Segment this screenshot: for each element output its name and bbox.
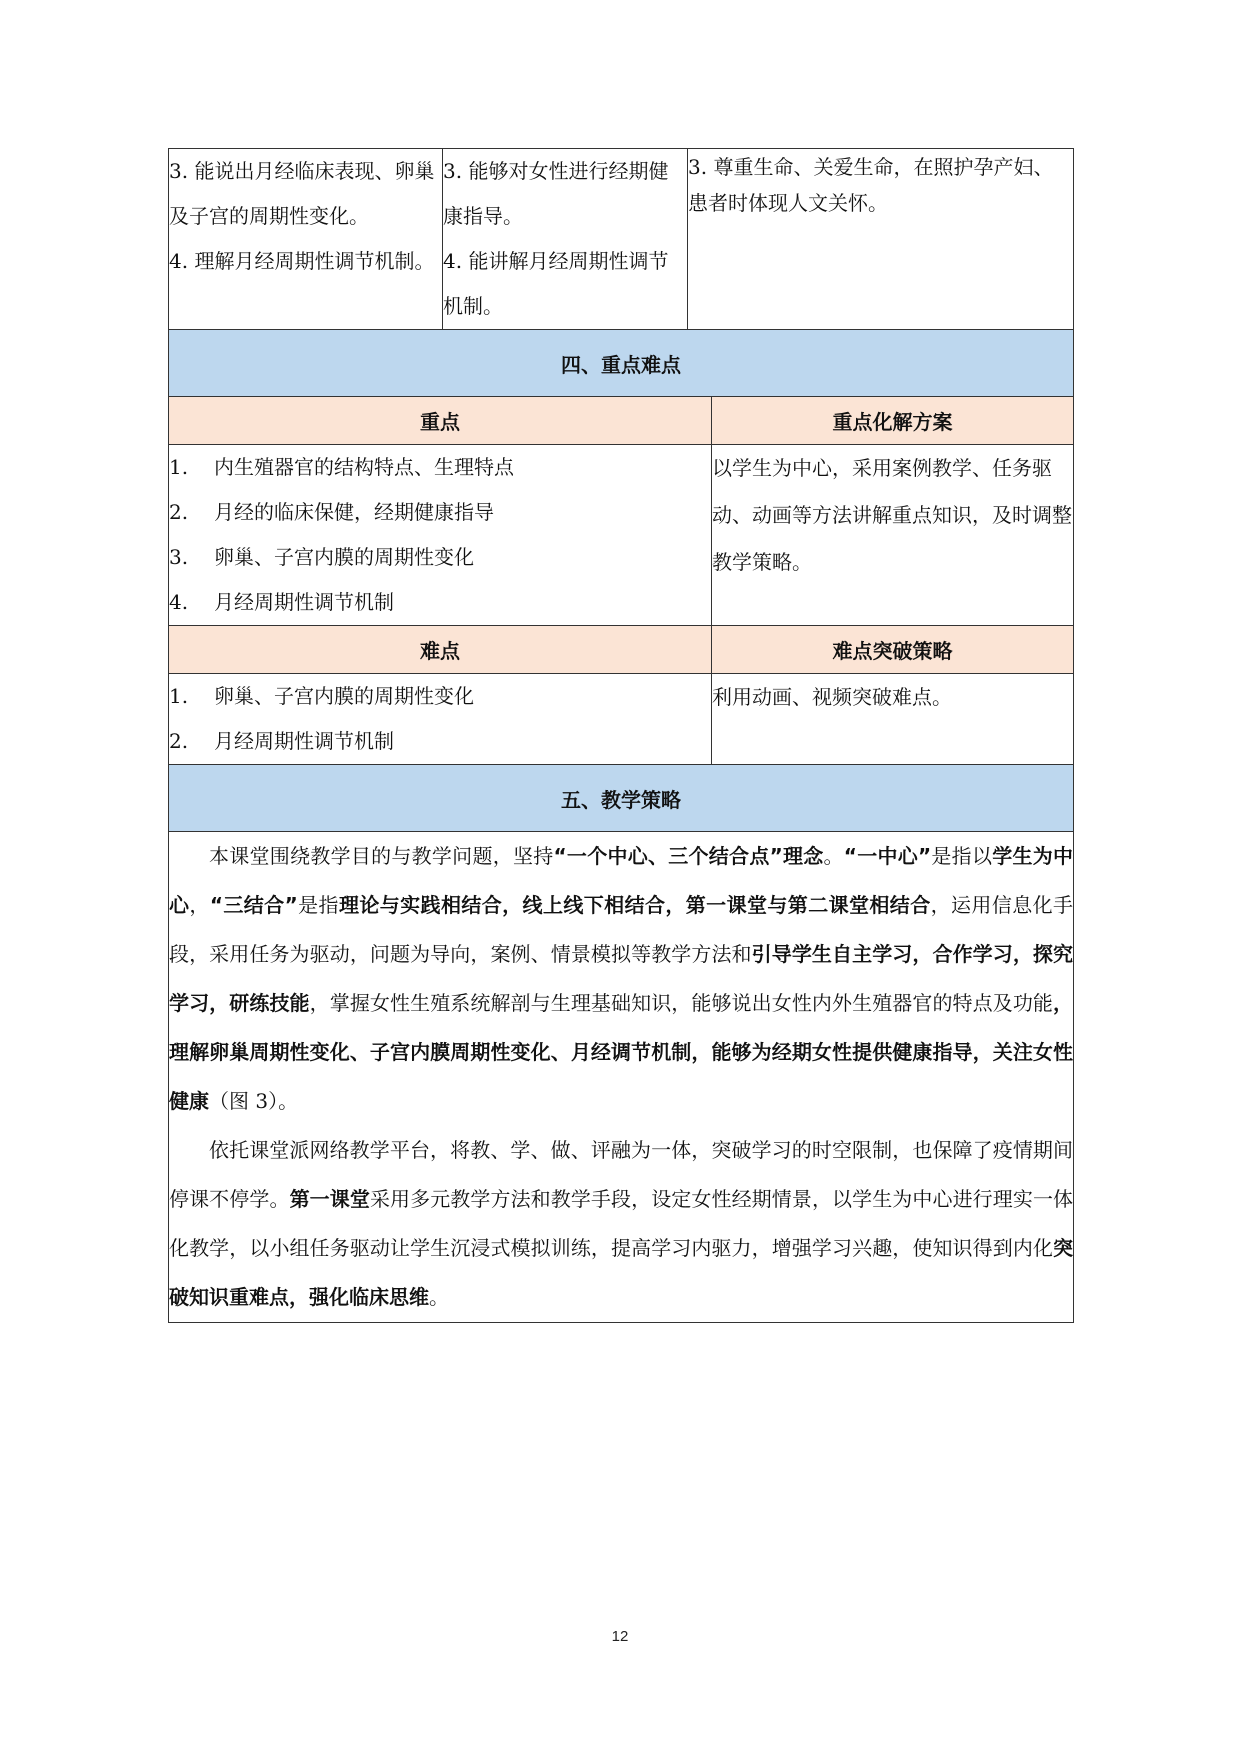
list-item: 2. 月经周期性调节机制 [169, 729, 394, 753]
difficult-solution-text: 利用动画、视频突破难点。 [712, 674, 1074, 765]
ability-objectives-cell [443, 149, 688, 330]
page-number: 12 [611, 1628, 629, 1645]
knowledge-objective-4: 4. 理解月经周期性调节机制。 [169, 249, 435, 273]
difficult-points-list [169, 674, 712, 765]
strategy-paragraph-2: 依托课堂派网络教学平台，将教、学、做、评融为一体，突破学习的时空限制，也保障了疫情期间停课不停学。第一课堂采用多元教学方法和教学手段，设定女性经期情景，以学生为中心进行理实一体化教学，以小组任务驱动让学生沉浸式模拟训练，提高学习内驱力，增强学习兴趣，使知识得到内化突破知识重难点，强化临床思维。 [169, 1138, 1074, 1309]
list-item: 1. 卵巢、子宫内膜的周期性变化 [169, 684, 474, 708]
list-item: 2. 月经的临床保健，经期健康指导 [169, 500, 494, 524]
lesson-plan-table [168, 148, 1074, 1323]
quality-objective-3: 3. 尊重生命、关爱生命，在照护孕产妇、患者时体现人文关怀。 [688, 155, 1054, 215]
list-item: 3. 卵巢、子宫内膜的周期性变化 [169, 545, 474, 569]
teaching-strategy-body [169, 832, 1074, 1323]
ability-objective-4: 4. 能讲解月经周期性调节机制。 [443, 249, 669, 318]
key-points-list [169, 445, 712, 626]
strategy-paragraph-1: 本课堂围绕教学目的与教学问题，坚持“一个中心、三个结合点”理念。“一中心”是指以学生为中心，“三结合”是指理论与实践相结合，线上线下相结合，第一课堂与第二课堂相结合，运用信息化手段，采用任务为驱动，问题为导向，案例、情景模拟等教学方法和引导学生自主学习，合作学习，探究学习，研练技能，掌握女性生殖系统解剖与生理基础知识，能够说出女性内外生殖器官的特点及功能，理解卵巢周期性变化、子宫内膜周期性变化、月经调节机制，能够为经期女性提供健康指导，关注女性健康（图 3）。 [169, 844, 1074, 1113]
key-points-header: 重点 [169, 397, 712, 445]
difficult-points-header: 难点 [169, 626, 712, 674]
knowledge-objective-3: 3. 能说出月经临床表现、卵巢及子宫的周期性变化。 [169, 159, 435, 228]
knowledge-objectives-cell [169, 149, 443, 330]
quality-objectives-cell [688, 149, 1074, 330]
objectives-row [169, 149, 1074, 330]
section-4-title: 四、重点难点 [169, 330, 1074, 397]
list-item: 1. 内生殖器官的结构特点、生理特点 [169, 455, 514, 479]
difficult-solution-header: 难点突破策略 [712, 626, 1074, 674]
list-item: 4. 月经周期性调节机制 [169, 590, 394, 614]
key-solution-header: 重点化解方案 [712, 397, 1074, 445]
ability-objective-3: 3. 能够对女性进行经期健康指导。 [443, 159, 669, 228]
key-solution-text: 以学生为中心，采用案例教学、任务驱动、动画等方法讲解重点知识，及时调整教学策略。 [712, 445, 1074, 626]
section-5-title: 五、教学策略 [169, 765, 1074, 832]
